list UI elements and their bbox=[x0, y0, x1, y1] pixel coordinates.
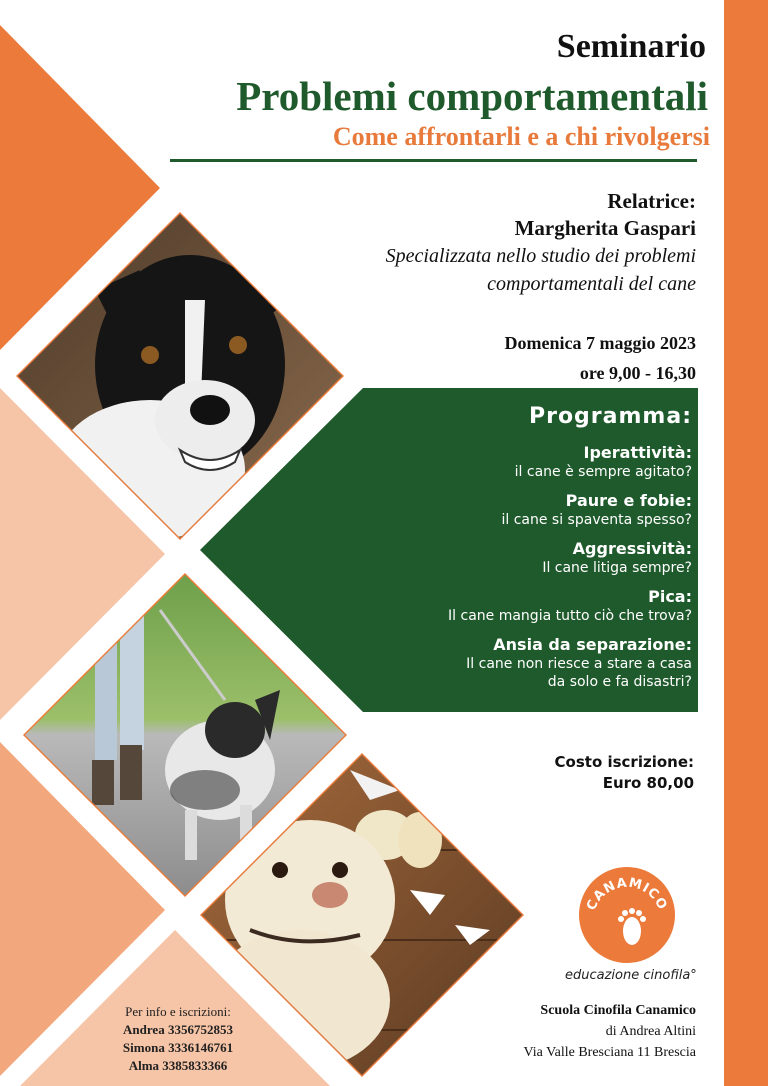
speaker-role: Relatrice: bbox=[607, 189, 696, 213]
speaker-block bbox=[386, 188, 696, 298]
event-date: Domenica 7 maggio 2023 bbox=[504, 333, 696, 353]
program-item-heading: Ansia da separazione: bbox=[493, 635, 692, 654]
program-item-heading: Iperattività: bbox=[583, 443, 692, 462]
program-item bbox=[272, 443, 692, 481]
contact-entry: Andrea 3356752853 bbox=[123, 1022, 233, 1037]
school-address: Via Valle Bresciana 11 Brescia bbox=[523, 1045, 696, 1060]
contact-entry: Alma 3385833366 bbox=[128, 1058, 228, 1073]
speaker-desc-line2: comportamentali del cane bbox=[487, 273, 696, 295]
program-item-heading: Paure e fobie: bbox=[565, 491, 692, 510]
event-datetime bbox=[505, 328, 696, 388]
program-item bbox=[272, 539, 692, 577]
cost-value: Euro 80,00 bbox=[602, 774, 694, 792]
contacts-title: Per info e iscrizioni: bbox=[125, 1004, 231, 1019]
program-list bbox=[272, 404, 692, 701]
program-title: Programma: bbox=[528, 404, 692, 429]
event-type-label: Seminario bbox=[556, 28, 706, 65]
school-owner: di Andrea Altini bbox=[605, 1024, 696, 1039]
school-name: Scuola Cinofila Canamico bbox=[540, 1003, 696, 1018]
right-accent-bar bbox=[724, 0, 768, 1086]
title-divider bbox=[170, 159, 697, 162]
program-item-desc: Il cane mangia tutto ciò che trova? bbox=[448, 608, 692, 624]
logo-tagline: educazione cinofila° bbox=[565, 968, 697, 983]
cost-block bbox=[555, 752, 694, 794]
event-time: ore 9,00 - 16,30 bbox=[579, 363, 696, 383]
program-item-desc: il cane è sempre agitato? bbox=[514, 464, 692, 480]
program-item bbox=[272, 491, 692, 529]
program-item-desc: Il cane non riesce a stare a casa bbox=[466, 656, 692, 672]
program-item-desc: da solo e fa disastri? bbox=[547, 674, 692, 690]
page-title: Problemi comportamentali bbox=[236, 73, 708, 119]
program-item-desc: il cane si spaventa spesso? bbox=[501, 512, 692, 528]
speaker-name: Margherita Gaspari bbox=[514, 216, 696, 240]
program-item-heading: Pica: bbox=[648, 587, 692, 606]
contacts-block bbox=[108, 1003, 248, 1075]
program-item bbox=[272, 587, 692, 625]
svg-text:CANAMICO: CANAMICO bbox=[584, 875, 670, 913]
canamico-logo bbox=[577, 865, 677, 965]
contact-entry: Simona 3336146761 bbox=[122, 1040, 234, 1055]
page-subtitle: Come affrontarli e a chi rivolgersi bbox=[332, 122, 710, 151]
school-block bbox=[523, 1000, 696, 1063]
speaker-desc-line1: Specializzata nello studio dei problemi bbox=[385, 245, 696, 267]
cost-label: Costo iscrizione: bbox=[554, 753, 694, 771]
program-item-heading: Aggressività: bbox=[572, 539, 692, 558]
program-item bbox=[272, 635, 692, 691]
program-item-desc: Il cane litiga sempre? bbox=[542, 560, 692, 576]
